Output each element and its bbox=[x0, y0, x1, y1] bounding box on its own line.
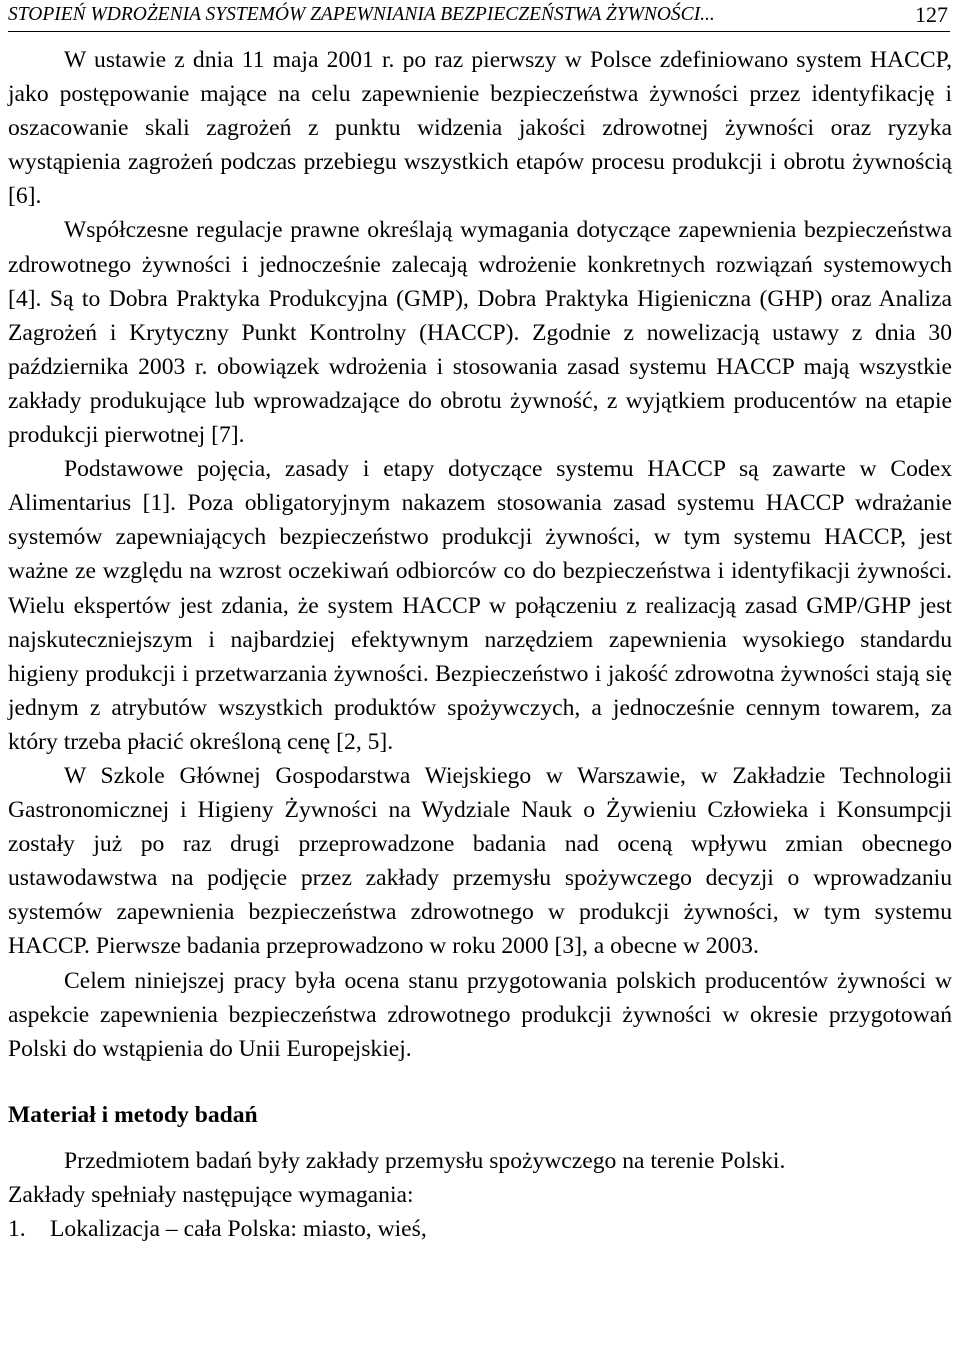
list-item-text: Lokalizacja – cała Polska: miasto, wieś, bbox=[50, 1216, 427, 1243]
requirements-intro: Zakłady spełniały następujące wymagania: bbox=[8, 1182, 414, 1208]
paragraph-regulations: Współczesne regulacje prawne określają wymagania dotyczące zapewnienia bezpieczeństwa zdrowotnego żywności i jednocześnie zalecają wdrożenie konkretnych rozwiązań systemowych [4]. Są to Dobra Praktyka Produkcyjna (GMP), Dobra Praktyka Higieniczna (GHP) oraz Analiza Zagrożeń i Krytyczny Punkt Kontrolny (HACCP). Zgodnie z nowelizacją ustawy z dnia 30 października 2003 r. obowiązek wdrożenia i stosowania zasad systemu HACCP mają wszystkie zakłady produkujące lub wprowadzające do obrotu żywność, z wyjątkiem producentów na etapie produkcji pierwotnej [7]. bbox=[8, 217, 952, 449]
paragraph-subject: Przedmiotem badań były zakłady przemysłu spożywczego na terenie Polski. bbox=[64, 1147, 786, 1174]
running-header bbox=[8, 0, 948, 30]
list-item bbox=[8, 1212, 952, 1246]
page-number: 127 bbox=[915, 2, 948, 27]
paragraph-haccp-definition: W ustawie z dnia 11 maja 2001 r. po raz pierwszy w Polsce zdefiniowano system HACCP, jako postępowanie mające na celu zapewnienie bezpieczeństwa żywności przez identyfikację i oszacowanie skali zagrożeń z punktu widzenia jakości zdrowotnej żywności oraz ryzyka wystąpienia zagrożeń podczas przebiegu wszystkich etapów procesu produkcji i obrotu żywnością [6]. bbox=[8, 47, 952, 210]
paragraph-aim: Celem niniejszej pracy była ocena stanu przygotowania polskich producentów żywności w aspekcie zapewnienia bezpieczeństwa zdrowotnego produkcji żywności w okresie przygotowań Polski do wstąpienia do Unii Europejskiej. bbox=[8, 967, 952, 1062]
running-title: STOPIEŃ WDROŻENIA SYSTEMÓW ZAPEWNIANIA BEZPIECZEŃSTWA ŻYWNOŚCI... bbox=[8, 4, 715, 25]
list-item-number: 1. bbox=[8, 1216, 26, 1243]
paragraph-sggw-research: W Szkole Głównej Gospodarstwa Wiejskiego w Warszawie, w Zakładzie Technologii Gastronomicznej i Higieny Żywności na Wydziale Nauk o Żywieniu Człowieka i Konsumpcji zostały już po raz drugi przeprowadzone badania nad oceną wpływu zmian obecnego ustawodawstwa na podjęcie przez zakłady przemysłu spożywczego decyzji o wprowadzaniu systemów zapewnienia bezpieczeństwa zdrowotnego w produkcji żywności, w tym systemu HACCP. Pierwsze badania przeprowadzono w roku 2000 [3], a obecne w 2003. bbox=[8, 762, 952, 960]
body-text bbox=[8, 43, 952, 1246]
header-divider bbox=[8, 31, 950, 32]
paragraph-codex-alimentarius: Podstawowe pojęcia, zasady i etapy dotyczące systemu HACCP są zawarte w Codex Alimentarius [1]. Poza obligatoryjnym nakazem stosowania zasad systemu HACCP wdrażanie systemów zapewniających bezpieczeństwo produkcji żywności, w tym systemu HACCP, jest ważne ze względu na wzrost oczekiwań odbiorców co do bezpieczeństwa i identyfikacji żywności. Wielu ekspertów jest zdania, że system HACCP w połączeniu z realizacją zasad GMP/GHP jest najskuteczniejszym i najbardziej efektywnym narzędziem zapewnienia wysokiego standardu higieny produkcji i przetwarzania żywności. Bezpieczeństwo i jakość zdrowotna żywności stają się jednym z atrybutów wszystkich produktów spożywczych, a jednocześnie cennym towarem, za który trzeba płacić określoną cenę [2, 5]. bbox=[8, 456, 952, 755]
section-heading: Materiał i metody badań bbox=[8, 1101, 258, 1128]
